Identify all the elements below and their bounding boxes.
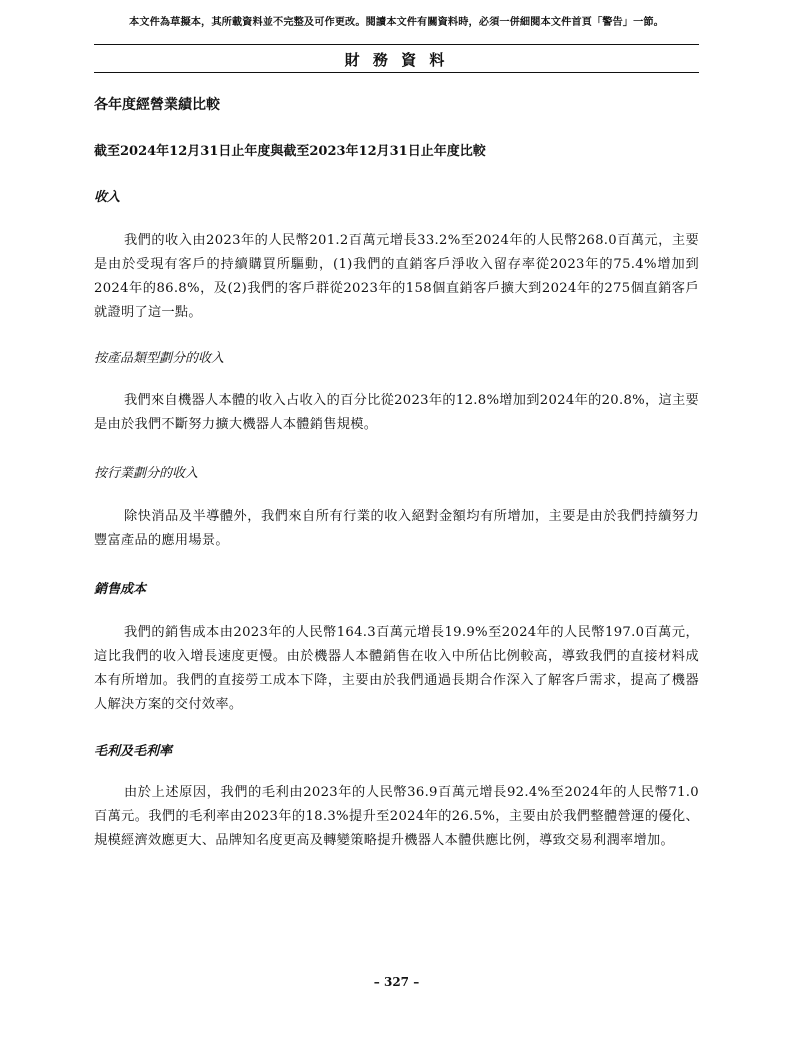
heading-cost-of-sales: 銷售成本 xyxy=(94,582,147,597)
page-number: – 327 – xyxy=(373,975,420,989)
heading-period: 截至2024年12月31日止年度與截至2023年12月31日止年度比較 xyxy=(94,144,486,159)
heading-revenue-by-product: 按產品類型劃分的收入 xyxy=(94,351,225,366)
heading-gross-profit: 毛利及毛利率 xyxy=(94,744,173,759)
heading-revenue-by-industry: 按行業劃分的收入 xyxy=(94,466,199,481)
paragraph-cost-of-sales: 我們的銷售成本由2023年的人民幣164.3百萬元增長19.9%至2024年的人民幣197.0百萬元，這比我們的收入增長速度更慢。由於機器人本體銷售在收入中所佔比例較高，導致我們的直接材料成本有所增加。我們的直接勞工成本下降，主要由於我們通過長期合作深入了解客戶需求，提高了機器人解決方案的交付效率。 xyxy=(94,625,699,712)
heading-main: 各年度經營業績比較 xyxy=(94,97,220,113)
section-title: 財 務 資 料 xyxy=(344,51,449,69)
heading-revenue: 收入 xyxy=(94,190,121,205)
draft-notice: 本文件為草擬本，其所載資料並不完整及可作更改。閱讀本文件有關資料時，必須一併細閱本文件首頁「警告」一節。 xyxy=(129,16,664,28)
paragraph-revenue-by-product: 我們來自機器人本體的收入占收入的百分比從2023年的12.8%增加到2024年的20.8%，這主要是由於我們不斷努力擴大機器人本體銷售規模。 xyxy=(94,393,699,432)
paragraph-gross-profit: 由於上述原因，我們的毛利由2023年的人民幣36.9百萬元增長92.4%至2024年的人民幣71.0百萬元。我們的毛利率由2023年的18.3%提升至2024年的26.5%，主要由於我們整體營運的優化、規模經濟效應更大、品牌知名度更高及轉變策略提升機器人本體供應比例，導致交易利潤率增加。 xyxy=(94,785,699,848)
paragraph-revenue: 我們的收入由2023年的人民幣201.2百萬元增長33.2%至2024年的人民幣268.0百萬元，主要是由於受現有客戶的持續購買所驅動，(1)我們的直銷客戶淨收入留存率從2023年的75.4%增加到2024年的86.8%，及(2)我們的客戶群從2023年的158個直銷客戶擴大到2024年的275個直銷客戶就證明了這一點。 xyxy=(94,233,699,320)
header-rule xyxy=(94,44,699,45)
section-rule xyxy=(94,72,699,73)
paragraph-revenue-by-industry: 除快消品及半導體外，我們來自所有行業的收入絕對金額均有所增加，主要是由於我們持續努力豐富產品的應用場景。 xyxy=(94,509,699,548)
